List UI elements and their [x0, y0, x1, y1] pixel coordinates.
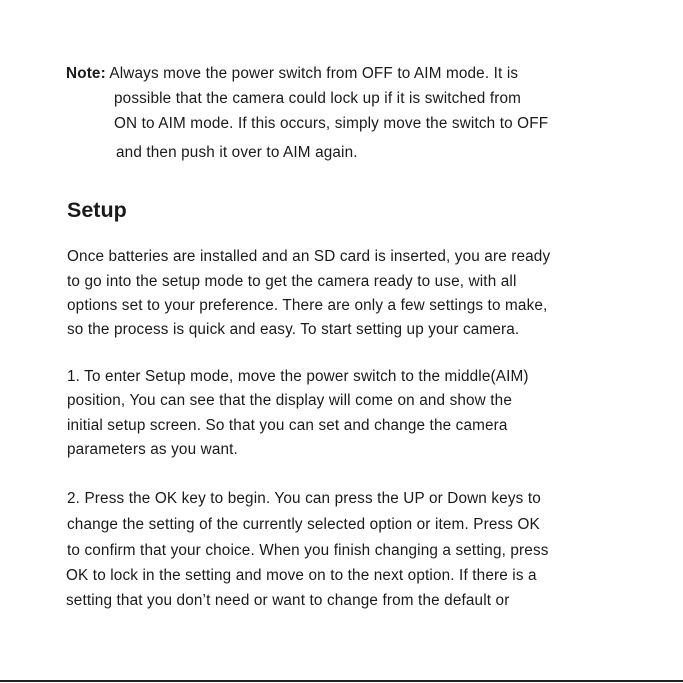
step2-line-4: OK to lock in the setting and move on to the next option. If there is a — [66, 567, 537, 584]
bottom-divider — [0, 680, 683, 682]
step2-line-5: setting that you don’t need or want to change from the default or — [66, 592, 510, 609]
note-line-3: ON to AIM mode. If this occurs, simply move the switch to OFF — [114, 115, 549, 132]
step2-line-3: to confirm that your choice. When you finish changing a setting, press — [67, 542, 549, 559]
step1-line-4: parameters as you want. — [67, 441, 238, 458]
note-text: Always move the power switch from OFF to AIM mode. It is — [109, 65, 519, 82]
note-label: Note: — [66, 65, 106, 82]
step1-line-1: 1. To enter Setup mode, move the power switch to the middle(AIM) — [67, 368, 529, 385]
intro-line-3: options set to your preference. There are only a few settings to make, — [67, 297, 548, 314]
note-line-2: possible that the camera could lock up if it is switched from — [114, 90, 522, 107]
section-heading-setup: Setup — [67, 198, 127, 222]
note-line-4: and then push it over to AIM again. — [116, 144, 358, 161]
step2-line-2: change the setting of the currently selected option or item. Press OK — [67, 516, 540, 533]
intro-line-2: to go into the setup mode to get the camera ready to use, with all — [67, 273, 517, 290]
step2-line-1: 2. Press the OK key to begin. You can press the UP or Down keys to — [67, 490, 541, 507]
note-line-1 — [66, 65, 518, 83]
intro-line-4: so the process is quick and easy. To start setting up your camera. — [67, 321, 520, 338]
step1-line-3: initial setup screen. So that you can set and change the camera — [67, 417, 508, 434]
intro-line-1: Once batteries are installed and an SD card is inserted, you are ready — [67, 248, 551, 265]
step1-line-2: position, You can see that the display will come on and show the — [67, 392, 512, 409]
